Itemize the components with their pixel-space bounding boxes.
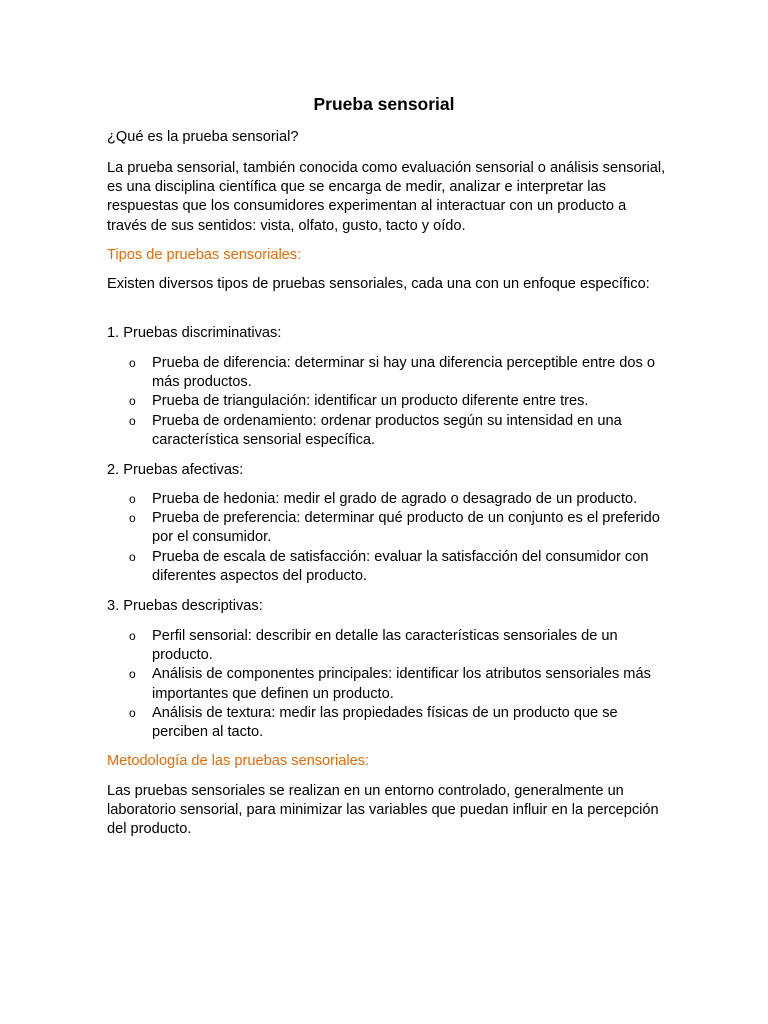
list-item-text: Prueba de preferencia: determinar qué producto de un conjunto es el preferido por el consumidor. [152, 510, 660, 546]
list-item [107, 704, 667, 742]
list-item [107, 392, 667, 411]
affective-list [107, 490, 667, 586]
group-label-discriminative: 1. Pruebas discriminativas: [107, 325, 282, 341]
bullet-icon: o [129, 705, 136, 720]
bullet-icon: o [129, 511, 136, 526]
list-item [107, 354, 667, 392]
descriptive-list [107, 627, 667, 742]
list-item [107, 509, 667, 547]
method-paragraph: Las pruebas sensoriales se realizan en un entorno controlado, generalmente un laboratorio sensorial, para minimizar las variables que puedan influir en la percepción del producto. [107, 783, 659, 838]
document-title: Prueba sensorial [313, 94, 455, 114]
list-item-text: Prueba de diferencia: determinar si hay una diferencia perceptible entre dos o más productos. [152, 355, 655, 391]
bullet-icon: o [129, 413, 136, 428]
list-item [107, 412, 667, 450]
list-item-text: Prueba de hedonia: medir el grado de agrado o desagrado de un producto. [152, 491, 638, 507]
list-item-text: Perfil sensorial: describir en detalle las características sensoriales de un producto. [152, 628, 618, 664]
list-item-text: Análisis de textura: medir las propiedades físicas de un producto que se perciben al tacto. [152, 704, 618, 741]
list-item [107, 627, 667, 665]
bullet-icon: o [129, 629, 136, 643]
list-item-text: Prueba de escala de satisfacción: evaluar la satisfacción del consumidor con diferentes aspectos del producto. [152, 548, 649, 584]
types-heading: Tipos de pruebas sensoriales: [107, 247, 302, 263]
group-label-descriptive: 3. Pruebas descriptivas: [107, 598, 263, 614]
discriminative-list [107, 354, 667, 450]
group-label-affective: 2. Pruebas afectivas: [107, 462, 244, 478]
question-paragraph: ¿Qué es la prueba sensorial? [107, 129, 299, 145]
bullet-icon: o [129, 356, 136, 370]
bullet-icon: o [129, 667, 136, 682]
bullet-icon: o [129, 549, 136, 564]
list-item [107, 665, 667, 703]
bullet-icon: o [129, 492, 136, 506]
intro-paragraph: La prueba sensorial, también conocida como evaluación sensorial o análisis sensorial, es una disciplina científica que se encarga de medir, analizar e interpretar las respuestas que los consumidores experimentan al interactuar con un producto a través de sus sentidos: vista, olfato, gusto, tacto y oído. [107, 160, 666, 234]
bullet-icon: o [129, 394, 136, 409]
list-item [107, 548, 667, 586]
method-heading: Metodología de las pruebas sensoriales: [107, 753, 370, 769]
list-item-text: Prueba de triangulación: identificar un producto diferente entre tres. [152, 393, 589, 410]
list-item-text: Análisis de componentes principales: identificar los atributos sensoriales más importantes que definen un producto. [152, 666, 651, 702]
types-intro-paragraph: Existen diversos tipos de pruebas sensoriales, cada una con un enfoque específico: [107, 276, 650, 292]
list-item [107, 490, 667, 509]
list-item-text: Prueba de ordenamiento: ordenar productos según su intensidad en una característica sensorial específica. [152, 412, 622, 448]
